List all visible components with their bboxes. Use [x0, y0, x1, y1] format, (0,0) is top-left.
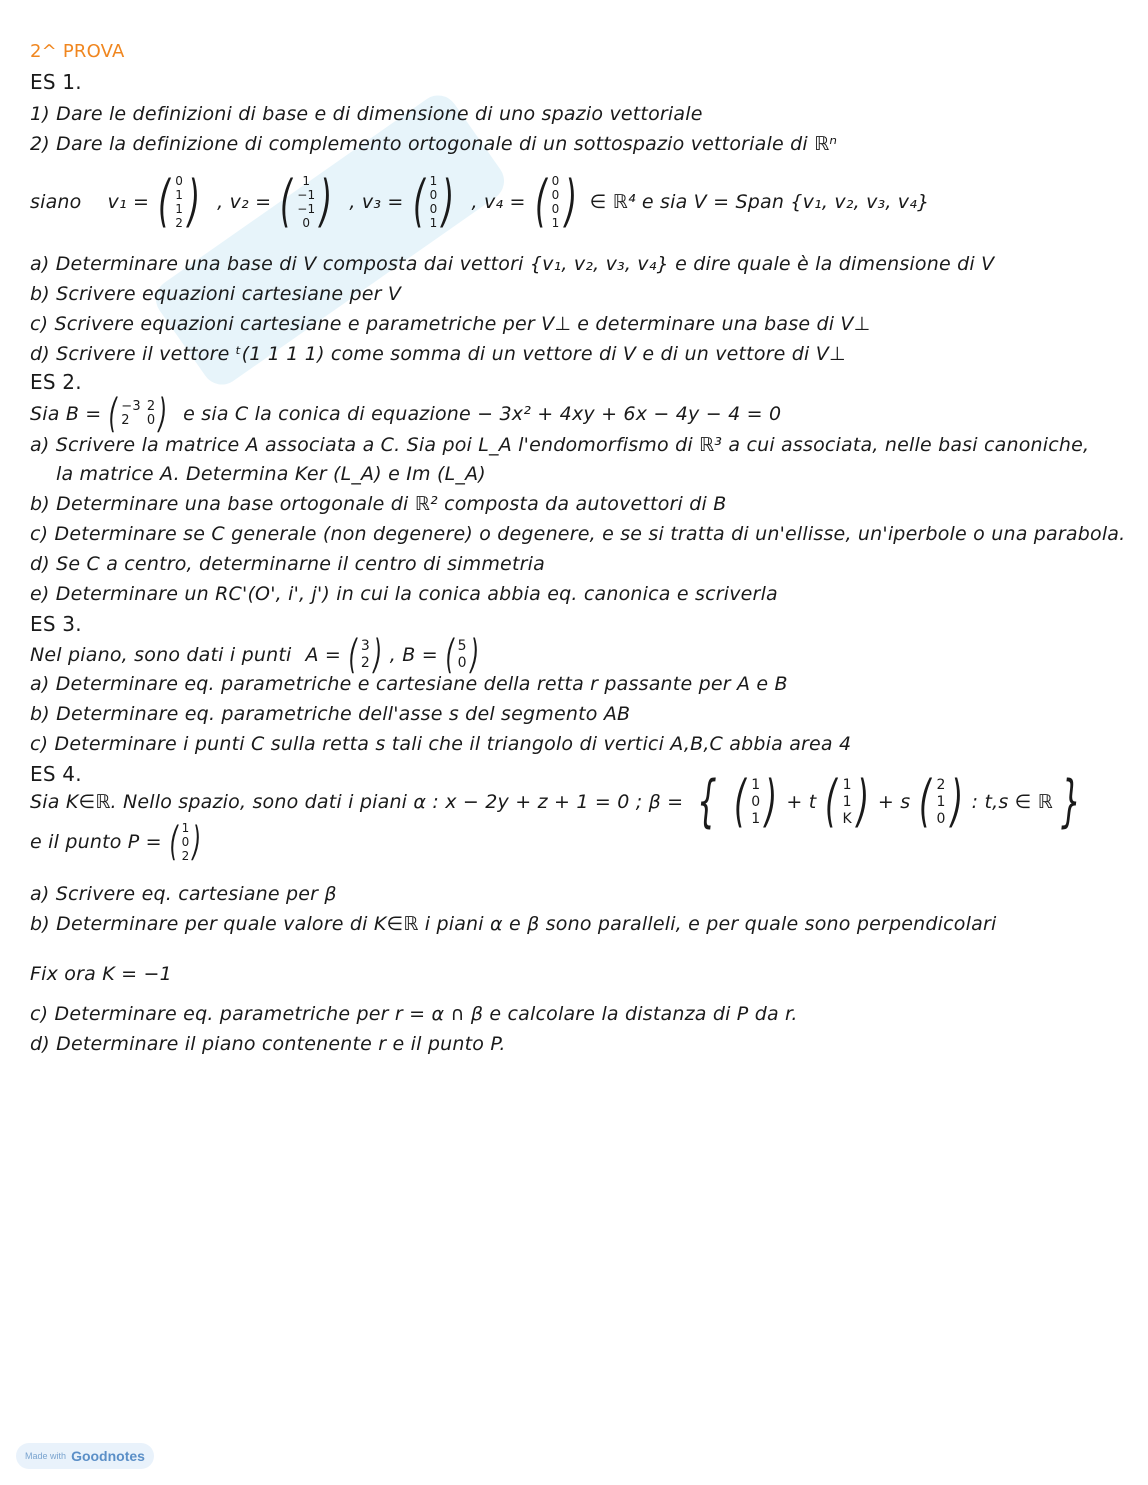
es4-d: d) Determinare il piano contenente r e il punto P. — [30, 1033, 506, 1055]
v1-vector: ( 0 1 1 2 ) — [158, 169, 201, 234]
siano-label: siano — [30, 191, 82, 213]
es2-e: e) Determinare un RC'(O', i', j') in cui la conica abbia eq. canonica e scriverla — [30, 583, 778, 605]
made-with-label: Made with — [25, 1451, 67, 1461]
es3-intro — [30, 632, 487, 678]
point-a: ( 3 2 ) — [348, 632, 383, 678]
point-b-label: , B = — [389, 644, 438, 666]
beta-s: + s — [877, 791, 911, 813]
point-p: ( 1 0 2 ) — [169, 819, 202, 865]
es2-title: ES 2. — [30, 370, 82, 394]
point-a-label: A = — [305, 644, 342, 666]
es4-intro-text: Sia K∈ℝ. Nello spazio, sono dati i piani α : x − 2y + z + 1 = 0 ; β = — [30, 791, 684, 813]
es2-intro — [30, 391, 782, 437]
page-title: 2^ PROVA — [30, 41, 125, 62]
es1-title: ES 1. — [30, 70, 82, 94]
span-definition: ∈ ℝ⁴ e sia V = Span {v₁, v₂, v₃, v₄} — [589, 191, 930, 213]
point-p-label: e il punto P = — [30, 831, 162, 853]
es1-a: a) Determinare una base di V composta dai vettori {v₁, v₂, v₃, v₄} e dire quale è la dimensione di V — [30, 253, 995, 275]
es2-d: d) Se C a centro, determinarne il centro di simmetria — [30, 553, 545, 575]
es3-c: c) Determinare i punti C sulla retta s tali che il triangolo di vertici A,B,C abbia area 4 — [30, 733, 852, 755]
conica-equation: e sia C la conica di equazione − 3x² + 4xy + 6x − 4y − 4 = 0 — [183, 403, 782, 425]
v4-vector: ( 0 0 0 1 ) — [534, 169, 577, 234]
v4-label: , v₄ = — [471, 191, 526, 213]
es4-a: a) Scrivere eq. cartesiane per β — [30, 883, 337, 905]
es1-d: d) Scrivere il vettore ᵗ(1 1 1 1) come somma di un vettore di V e di un vettore di V⊥ — [30, 343, 846, 365]
es1-q2: 2) Dare la definizione di complemento ortogonale di un sottospazio vettoriale di ℝⁿ — [30, 133, 838, 155]
v2-vector: ( 1 −1 −1 0 ) — [280, 169, 333, 234]
beta-end: : t,s ∈ ℝ — [971, 791, 1053, 813]
sia-b-label: Sia B = — [30, 403, 102, 425]
matrix-b: ( −3 2 2 0 ) — [108, 391, 168, 437]
es4-fix: Fix ora K = −1 — [30, 963, 172, 985]
es4-title: ES 4. — [30, 762, 82, 786]
es4-point — [30, 820, 209, 864]
beta-dir-u: ( 1 1 K ) — [825, 769, 869, 834]
goodnotes-brand: Goodnotes — [71, 1448, 145, 1464]
beta-point: ( 1 0 1 ) — [734, 769, 778, 834]
es1-c: c) Scrivere equazioni cartesiane e parametriche per V⊥ e determinare una base di V⊥ — [30, 313, 871, 335]
es3-b: b) Determinare eq. parametriche dell'asse s del segmento AB — [30, 703, 631, 725]
es2-c: c) Determinare se C generale (non degenere) o degenere, e se si tratta di un'ellisse, un'iperbole o una parabola. — [30, 523, 1126, 545]
point-b: ( 5 0 ) — [445, 632, 480, 678]
v2-label: , v₂ = — [217, 191, 272, 213]
es1-b: b) Scrivere equazioni cartesiane per V — [30, 283, 402, 305]
es4-c: c) Determinare eq. parametriche per r = α ∩ β e calcolare la distanza di P da r. — [30, 1003, 798, 1025]
v3-label: , v₃ = — [349, 191, 404, 213]
es3-title: ES 3. — [30, 612, 82, 636]
es2-b: b) Determinare una base ortogonale di ℝ² composta da autovettori di B — [30, 493, 727, 515]
es3-intro-text: Nel piano, sono dati i punti — [30, 644, 292, 666]
es3-a: a) Determinare eq. parametriche e cartesiane della retta r passante per A e B — [30, 673, 788, 695]
beta-t: + t — [786, 791, 817, 813]
v3-vector: ( 1 0 0 1 ) — [412, 169, 455, 234]
v1-label: v₁ = — [107, 191, 150, 213]
goodnotes-badge — [16, 1443, 154, 1469]
es2-a1: a) Scrivere la matrice A associata a C. Sia poi L_A l'endomorfismo di ℝ³ a cui associata, nelle basi canoniche, — [30, 434, 1090, 456]
es4-intro: Sia K∈ℝ. Nello spazio, sono dati i piani α : x − 2y + z + 1 = 0 ; β = { ( 1 0 1 ) + t ( 1 1 K ) + s ( 2 1 0 ) : t,s ∈ ℝ } — [30, 769, 1081, 834]
es2-a2: la matrice A. Determina Ker (L_A) e Im (L_A) — [56, 463, 486, 485]
es1-vectors — [30, 170, 929, 234]
es4-b: b) Determinare per quale valore di K∈ℝ i piani α e β sono paralleli, e per quale sono perpendicolari — [30, 913, 997, 935]
beta-dir-v: ( 2 1 0 ) — [919, 769, 963, 834]
es1-q1: 1) Dare le definizioni di base e di dimensione di uno spazio vettoriale — [30, 103, 703, 125]
